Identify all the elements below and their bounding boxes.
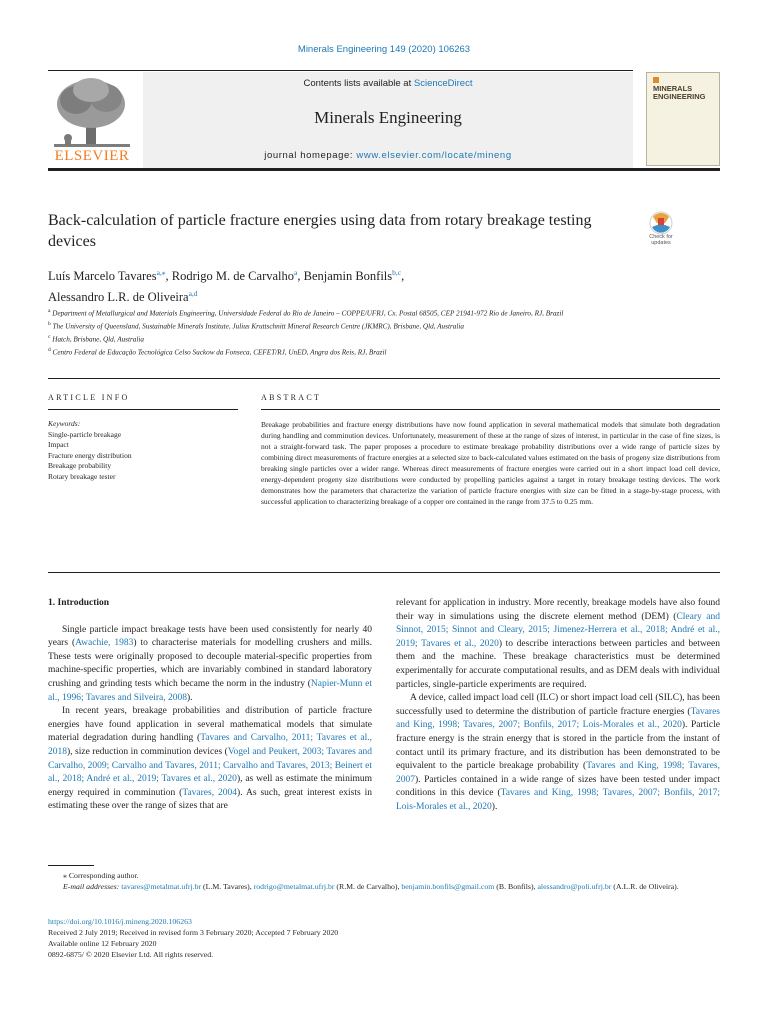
paragraph-text: ). Particle fracture energy is the strain energy that is stored in the particle from the instant of contact until its primary fracture, and its distribution has been demonstrated to be equivalent to the particle breakage probability ( <box>396 720 721 772</box>
paragraph-text: In recent years, breakage probabilities and distribution of particle fracture energies have found application in several mathematical models that simulate material degradation during handling ( <box>48 706 372 744</box>
author-separator: , <box>401 269 405 284</box>
affiliations <box>48 306 648 358</box>
email-link[interactable]: benjamin.bonfils@gmail.com <box>401 882 495 891</box>
keywords-label: Keywords: <box>48 419 81 428</box>
cover-mark-icon <box>653 77 659 83</box>
crossmark-label-line2: updates <box>651 240 671 246</box>
affiliation-key: d <box>48 346 51 353</box>
author-name[interactable]: Benjamin Bonfils <box>303 269 393 284</box>
elsevier-wordmark: ELSEVIER <box>54 148 130 164</box>
abstract-heading: ABSTRACT <box>261 393 322 402</box>
cover-title-line2: ENGINEERING <box>653 92 706 101</box>
paragraph-text: ) to characterise materials for modelling crushers and mills. These tests were originally proposed to decouple material-specific properties from machine-specific properties, which are invariably combined in standard laboratory crushing and grinding tests which became the norm in the industry ( <box>48 638 372 689</box>
cover-title <box>653 85 706 101</box>
paragraph-text: relevant for application in industry. More recently, breakage models have also found their way in simulations using the discrete element method (DEM) ( <box>396 598 720 622</box>
email-owner: (A.L.R. de Oliveira). <box>611 882 679 891</box>
journal-cover-thumbnail[interactable] <box>646 72 720 166</box>
author-name[interactable]: Alessandro L.R. de Oliveira <box>48 290 189 305</box>
keyword-item[interactable]: Fracture energy distribution <box>48 450 132 460</box>
author-name[interactable]: Rodrigo M. de Carvalho <box>171 269 295 284</box>
contents-line <box>143 78 633 89</box>
citation-link[interactable]: Tavares and Carvalho, 2011; Tavares et al., 2018 <box>48 733 372 757</box>
affiliation-text: Hatch, Brisbane, Qld, Australia <box>52 335 144 344</box>
paragraph-text: Single particle impact breakage tests have been used consistently for nearly 40 years ( <box>48 624 372 649</box>
citation-link[interactable]: Tavares and King, 1998; Tavares, 2007 <box>396 761 720 785</box>
paragraph <box>396 597 720 692</box>
homepage-link[interactable]: www.elsevier.com/locate/mineng <box>356 150 512 161</box>
keyword-item[interactable]: Single-particle breakage <box>48 429 122 439</box>
cover-title-line1: MINERALS <box>653 84 693 93</box>
affiliation-item <box>48 319 648 332</box>
abstract-divider <box>48 572 720 573</box>
right-column <box>396 597 720 815</box>
citation-link[interactable]: Vogel and Peukert, 2003; Tavares and Carvalho, 2009; Carvalho and Tavares, 2011; Carvalho and Tavares, 2013; Beinert et al., 2018; André et al., 2019; Tavares et al., 2020 <box>48 746 372 785</box>
affiliation-item <box>48 306 648 319</box>
copyright: 0892-6875/ © 2020 Elsevier Ltd. All rights reserved. <box>48 950 214 959</box>
keywords-block <box>48 419 238 482</box>
footnotes <box>48 870 720 892</box>
affiliation-item <box>48 345 648 358</box>
crossmark-label-line1: Check for <box>649 234 673 240</box>
affiliation-key: b <box>48 320 51 327</box>
email-link[interactable]: rodrigo@metalmat.ufrj.br <box>253 882 335 891</box>
affiliation-text: Centro Federal de Educação Tecnológica Celso Suckow da Fonseca, CEFET/RJ, UnED, Angra dos Reis, RJ, Brazil <box>52 348 387 357</box>
corresponding-note: ⁎ Corresponding author. <box>63 871 139 880</box>
paragraph-text: A device, called impact load cell (ILC) or short impact load cell (SILC), has been successfully used to determine the distribution of particle fracture energies ( <box>396 693 720 717</box>
doi-link[interactable]: https://doi.org/10.1016/j.mineng.2020.106263 <box>48 917 192 926</box>
article-info-heading: ARTICLE INFO <box>48 393 130 402</box>
paragraph-text: ), size reduction in comminution devices ( <box>67 746 228 757</box>
author-affiliation-marker[interactable]: b,c <box>392 268 402 277</box>
email-link[interactable]: tavares@metalmat.ufrj.br <box>121 882 202 891</box>
email-addresses <box>48 881 720 892</box>
section-title: 1. Introduction <box>48 598 110 608</box>
received-dates: Received 2 July 2019; Received in revised form 3 February 2020; Accepted 7 February 2020 <box>48 928 339 937</box>
email-link[interactable]: alessandro@poli.ufrj.br <box>537 882 612 891</box>
citation-link[interactable]: Awachie, 1983 <box>75 638 134 649</box>
author-affiliation-marker[interactable]: a,d <box>188 289 198 299</box>
header-divider <box>48 378 720 379</box>
keyword-item[interactable]: Rotary breakage tester <box>48 471 116 481</box>
paragraph-text: ). Particles contained in a wide range of sizes have been tested under impact conditions in this device ( <box>396 774 720 799</box>
affiliation-key: a <box>48 308 51 314</box>
keyword-item[interactable]: Breakage probability <box>48 461 112 470</box>
paragraph <box>48 705 372 814</box>
affiliation-text: The University of Queensland, Sustainable Minerals Institute, Julius Kruttschnitt Mineral Research Centre (JKMRC), Brisbane, Qld, Australia <box>52 322 464 331</box>
email-label: E-mail addresses: <box>63 882 122 891</box>
author-affiliation-marker[interactable]: a,⁎ <box>156 268 166 277</box>
citation-link[interactable]: Tavares and King, 1998; Tavares, 2007; Bonfils, 2017; Lois-Morales et al., 2020 <box>396 706 720 731</box>
masthead-bottom-rule <box>48 168 720 171</box>
masthead-top-rule <box>48 70 633 71</box>
paragraph-text: ), as well as estimate the minimum energy required in comminution ( <box>48 774 372 798</box>
affiliation-text: Department of Metallurgical and Materials Engineering, Universidade Federal do Rio de Janeiro – COPPE/UFRJ, Cx. Postal 68505, CEP 21941-972 Rio de Janeiro, RJ, Brazil <box>52 309 564 318</box>
author-list <box>48 264 688 306</box>
left-column <box>48 597 372 814</box>
author-separator: , <box>165 269 172 284</box>
author-affiliation-marker[interactable]: a <box>294 268 298 277</box>
author-separator: , <box>297 269 304 284</box>
article-info-rule <box>48 409 238 410</box>
article-title: Back-calculation of particle fracture energies using data from rotary breakage testing devices <box>48 212 592 250</box>
keyword-item[interactable]: Impact <box>48 440 69 449</box>
email-owner: (L.M. Tavares), <box>201 882 254 891</box>
paragraph-text: ). <box>187 692 193 703</box>
footnote-rule <box>48 865 94 866</box>
paragraph-text: ). <box>491 801 498 812</box>
author-name[interactable]: Luís Marcelo Tavares <box>48 269 157 284</box>
paragraph-text: ) to describe interactions between particles and between them and the machine. These breakage characteristics must be determined experimentally for accurate computational results, and as DEM deals with individual particles, single-particle experiments are required. <box>396 638 720 690</box>
masthead <box>48 70 720 170</box>
crossmark-label <box>642 234 680 246</box>
citation-link[interactable]: Napier-Munn et al., 1996; Tavares and Silveira, 2008 <box>48 678 372 703</box>
journal-reference[interactable]: Minerals Engineering 149 (2020) 106263 <box>297 44 471 55</box>
paragraph-text: ). As such, great interest exists in estimating these over the range of sizes that are <box>48 787 373 812</box>
email-owner: (B. Bonfils), <box>494 882 538 891</box>
paragraph <box>48 624 372 706</box>
contents-prefix: Contents lists available at <box>303 78 414 89</box>
paragraph <box>396 692 720 814</box>
citation-link[interactable]: Tavares, 2004 <box>182 787 238 798</box>
affiliation-item <box>48 332 648 345</box>
email-owner: (R.M. de Carvalho), <box>334 882 402 891</box>
online-date: Available online 12 February 2020 <box>48 939 157 948</box>
sciencedirect-link[interactable]: ScienceDirect <box>413 78 473 89</box>
homepage-prefix: journal homepage: <box>264 150 357 161</box>
citation-link[interactable]: Tavares and King, 1998; Tavares, 2007; Bonfils, 2017; Lois-Morales et al., 2020 <box>396 788 720 812</box>
journal-name: Minerals Engineering <box>314 108 462 127</box>
affiliation-key: c <box>48 333 51 340</box>
publication-info <box>48 916 720 960</box>
citation-link[interactable]: Cleary and Sinnot, 2015; Sinnot and Cleary, 2015; Jimenez-Herrera et al., 2018; André et al., 2019; Tavares et al., 2020 <box>396 611 720 649</box>
abstract-rule <box>261 409 720 410</box>
journal-homepage <box>143 150 633 161</box>
abstract-text: Breakage probabilities and fracture energy distributions have now found application in several mathematical models that simulate both degradation during handling and comminution devices. Unfortunately, measurement of these at the range of sizes of interest, in particular in the case of fine sizes, is not a straight-forward task. The paper proposes a procedure to estimate breakage probability distributions over a wide range of particle sizes by combining direct measurements of fracture energies at a selected size to back-calculated values estimated on the basis of progeny size distributions from breaking single particles over a wider range. Whereas direct measurements of fracture energies were carried out in a short impact load cell device, energy-dependent progeny size distributions were conducted by propelling particles against a target in rotary breakage testing devices. The work demonstrates how the parameters that characterize the variation of particle fracture energies with size can be fitted in a stage-by-stage process, with successful application to characterizing breakage of a copper ore contained in the range from 37.5 to 0.25 mm. <box>261 420 720 506</box>
